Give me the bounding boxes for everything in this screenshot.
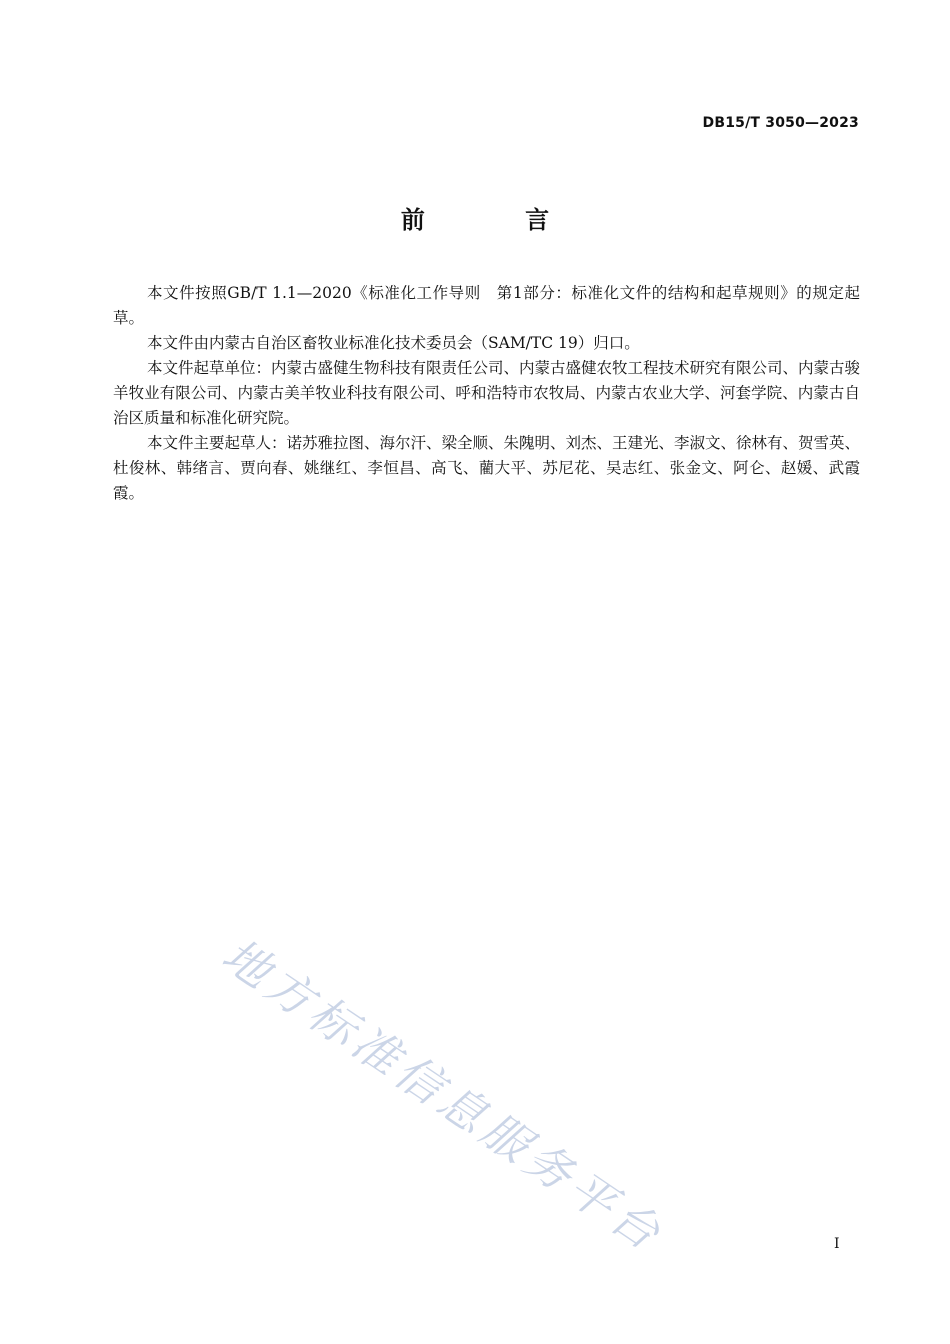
watermark: 地方标准信息服务平台 [212,927,675,1264]
document-code: DB15/T 3050—2023 [702,115,859,131]
page-title: 前 言 [400,206,596,234]
paragraph-drafting-units: 本文件起草单位：内蒙古盛健生物科技有限责任公司、内蒙古盛健农牧工程技术研究有限公司、内蒙古骏羊牧业有限公司、内蒙古美羊牧业科技有限公司、呼和浩特市农牧局、内蒙古农业大学、河套学院、内蒙古自治区质量和标准化研究院。 [113,359,861,427]
paragraph-drafters: 本文件主要起草人：诺苏雅拉图、海尔汗、梁全顺、朱隗明、刘杰、王建光、李淑文、徐林有、贺雪英、杜俊林、韩绪言、贾向春、姚继红、李恒昌、高飞、藺大平、苏尼花、吴志红、张金文、阿仑、赵媛、武霞霞。 [113,434,861,502]
paragraph-drafting-rules: 本文件按照GB/T 1.1—2020《标准化工作导则 第1部分：标准化文件的结构和起草规则》的规定起草。 [113,284,860,327]
foreword-body [113,281,860,506]
page-number: I [834,1236,840,1252]
paragraph-committee: 本文件由内蒙古自治区畜牧业标准化技术委员会（SAM/TC 19）归口。 [147,334,640,352]
